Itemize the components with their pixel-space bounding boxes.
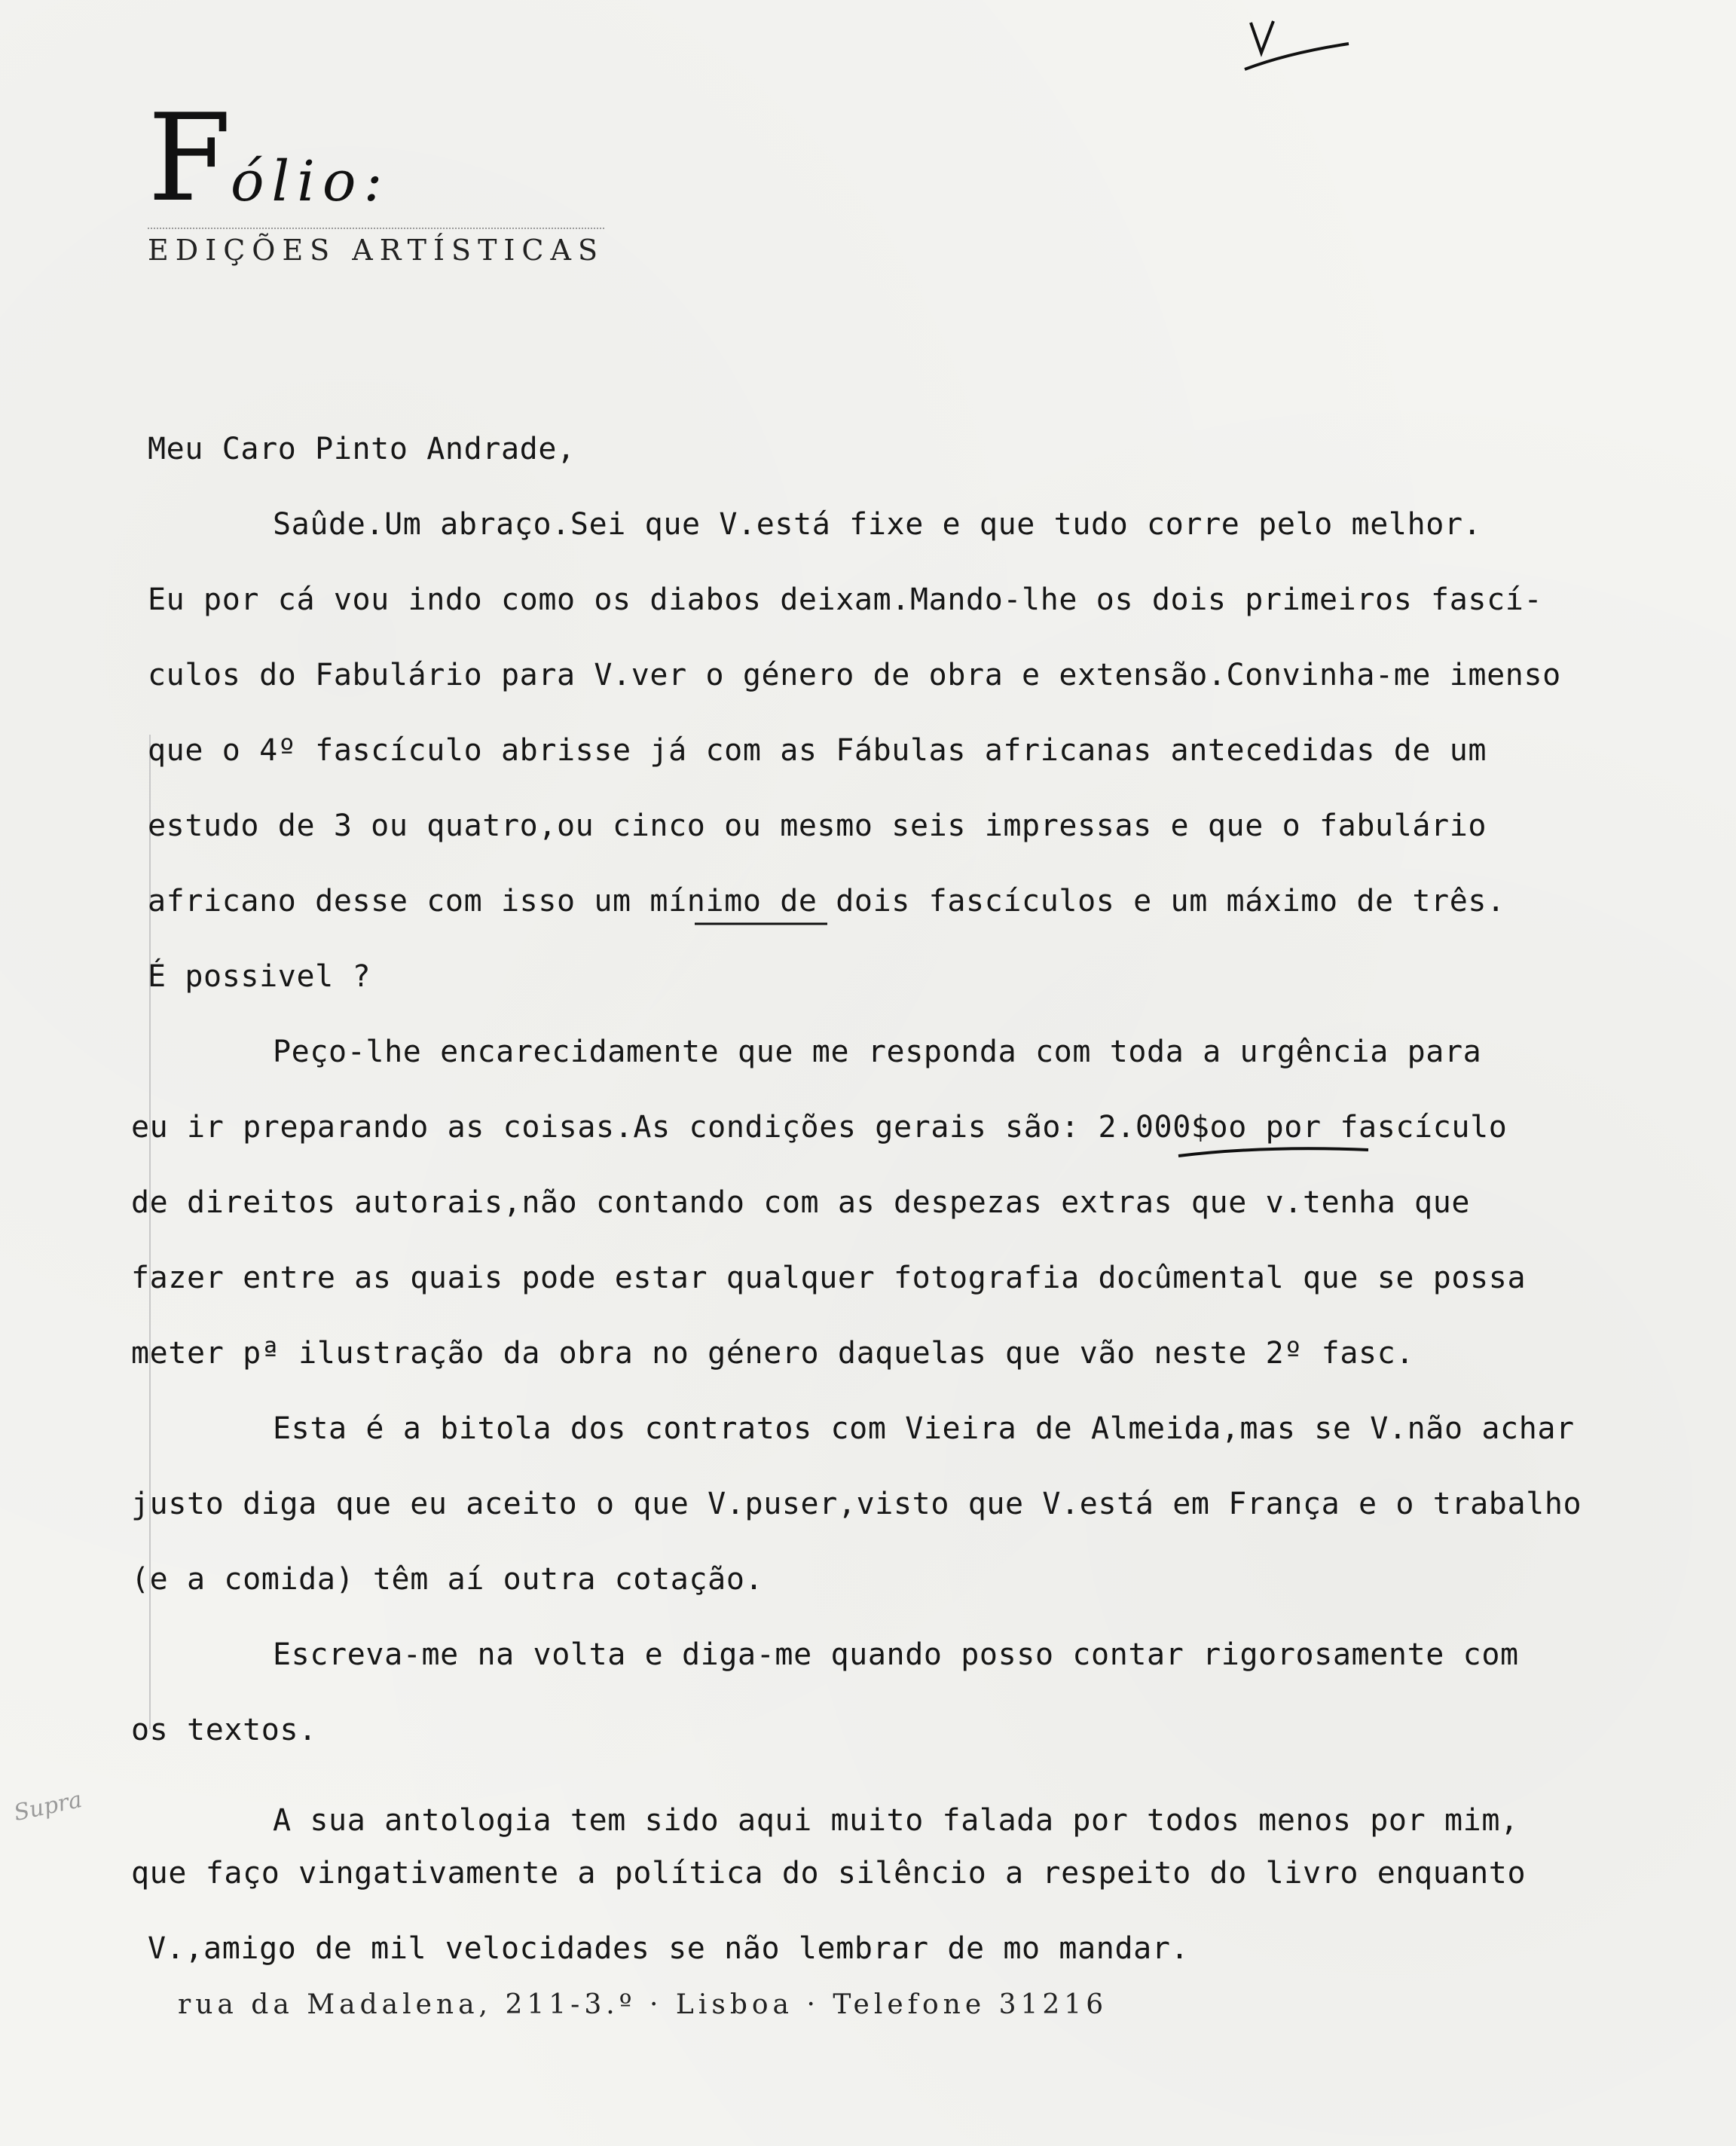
closing-line: V.,amigo de mil velocidades se não lembrar de mo mandar.	[148, 1931, 1190, 1966]
body-line: justo diga que eu aceito o que V.puser,visto que V.está em França e o trabalho	[131, 1487, 1582, 1521]
logo-name: ólio:	[231, 149, 390, 214]
body-line: É possivel ?	[148, 959, 371, 994]
body-line: que faço vingativamente a política do silêncio a respeito do livro enquanto	[131, 1856, 1527, 1891]
logo-initial: F	[148, 87, 232, 228]
body-line: africano desse com isso um mínimo de dois fascículos e um máximo de três.	[148, 884, 1505, 919]
margin-handwriting: Supra	[11, 1786, 84, 1827]
body-line: Escreva-me na volta e diga-me quando posso contar rigorosamente com	[273, 1637, 1519, 1672]
body-line: Peço-lhe encarecidamente que me responda com toda a urgência para	[273, 1035, 1482, 1069]
corner-check-mark	[1236, 15, 1356, 75]
body-line: Esta é a bitola dos contratos com Vieira de Almeida,mas se V.não achar	[273, 1411, 1575, 1446]
body-line: estudo de 3 ou quatro,ou cinco ou mesmo seis impressas e que o fabulário	[148, 809, 1487, 843]
logo-subtitle: EDIÇÕES ARTÍSTICAS	[148, 228, 604, 267]
body-line: (e a comida) têm aí outra cotação.	[131, 1562, 764, 1597]
body-line: Saûde.Um abraço.Sei que V.está fixe e que tudo corre pelo melhor.	[273, 507, 1482, 542]
underline-minimo	[693, 918, 829, 930]
body-line: Eu por cá vou indo como os diabos deixam.Mando-lhe os dois primeiros fascí-	[148, 582, 1543, 617]
body-line: meter pª ilustração da obra no género daquelas que vão neste 2º fasc.	[131, 1336, 1415, 1371]
body-line: que o 4º fascículo abrisse já com as Fábulas africanas antecedidas de um	[148, 733, 1487, 768]
body-line: de direitos autorais,não contando com as despezas extras que v.tenha que	[131, 1185, 1471, 1220]
body-line: A sua antologia tem sido aqui muito falada por todos menos por mim,	[273, 1803, 1519, 1838]
body-line: fazer entre as quais pode estar qualquer fotografia docûmental que se possa	[131, 1261, 1527, 1295]
salutation: Meu Caro Pinto Andrade,	[148, 432, 576, 466]
underline-amount	[1175, 1139, 1371, 1162]
letterhead-address: rua da Madalena, 211-3.º · Lisboa · Telefone 31216	[178, 1989, 1108, 2020]
body-line: culos do Fabulário para V.ver o género de obra e extensão.Convinha-me imenso	[148, 658, 1561, 692]
body-line: eu ir preparando as coisas.As condições gerais são: 2.000$oo por fascículo	[131, 1110, 1508, 1145]
body-line: os textos.	[131, 1713, 317, 1747]
